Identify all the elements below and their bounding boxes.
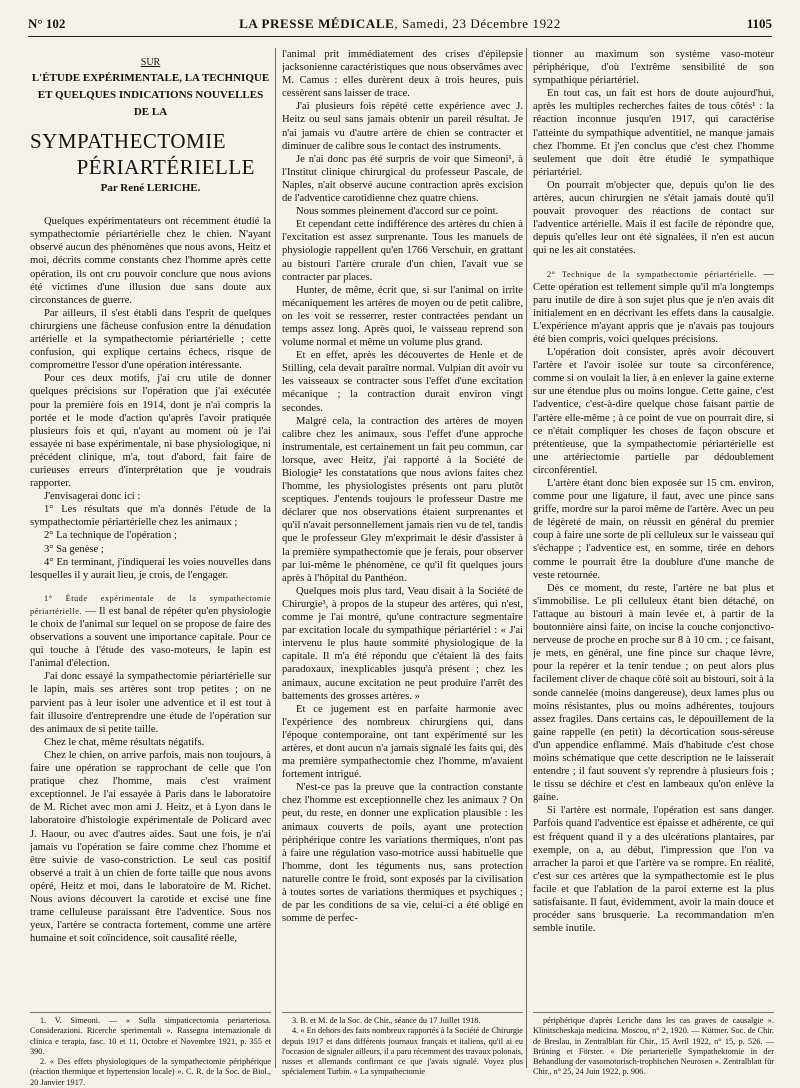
paragraph: Dès ce moment, du reste, l'artère ne bat plus et s'immobilise. Le pli celluleux étant bien détaché, on l'attaque au bistouri à main levée et, à partir de la boutonnière ainsi faite, on incise la couche conjonctivo-nerveuse de proche en proche sur 8 à 10 cm. ; ce faisant, je mets, en général, une fine pince sur chaque lèvre, pour la repérer et la tenir tendue ; on peut alors plus facilement cliver de chaque côté soit au bistouri, soit à la sonde cannelée (moins dangereuse), deux lames plus ou moins résistantes, plus ou moins adhérentes, toujours assez fragiles. Dans certains cas, le dépouillement de la gaine rappelle (en petit) la décortication sous-séreuse d'un appendice enflammé. Mais d'habitude c'est chose moins schématique que cette description ne le laisserait entendre ; il faut souvent s'y reprendre à plusieurs fois ; le tissu se déchire et c'est en lambeaux qu'on enlève la gaine. [533, 582, 774, 804]
subtitle-line: DE LA [133, 106, 168, 119]
paragraph: Si l'artère est normale, l'opération est sans danger. Parfois quand l'adventice est épaisse et adhérente, ce qui est fréquent quand il y a des ulcérations plantaires, par exemple, on a, au début, l'impression que l'on va arracher la paroi et que l'artère va se rompre. En réalité, c'est sur ces artères que la sympathectomie est le plus facile et que l'ablation de la paroi externe est la plus satisfaisante. Il faut, évidemment, avoir la main douce et procéder sans brusquerie. La recommandation m'en semble inutile. [533, 805, 774, 935]
paragraph: 3° Sa genèse ; [44, 543, 104, 555]
section-1 [30, 592, 271, 671]
title-sur: SUR [140, 57, 161, 68]
footnote: 1. V. Simeoni. — « Sulla simpaticectomia periarteriosa. Considerazioni. Ricerche sperimentali ». Rassegna internazionale di clinica e terapia, fasc. 10 et 11, Octobre et Novembre 1921, p. 355 et 390. [30, 1016, 271, 1056]
paragraph: L'opération doit consister, après avoir découvert l'artère et l'avoir isolée sur toute sa circonférence, comme si on voulait la lier, à en enlever la gaine externe sur une étendue plus ou moins longue. Cette gaine, c'est l'adventice, c'est-à-dire quelque chose faisant partie de l'artère elle-même ; à ce point de vue on pourrait dire, si ce n'était compliquer les choses de façon obscure et prétentieuse, que la sympathectomie périartérielle est une artériectomie partielle par dédoublement circonférentiel. [533, 347, 774, 476]
footnotes-column-3 [533, 1012, 774, 1078]
issue-date: , Samedi, 23 Décembre 1922 [394, 16, 561, 31]
footnote: 3. B. et M. de la Soc. de Chir., séance du 17 Juillet 1918. [292, 1016, 481, 1025]
paragraph: Nous sommes pleinement d'accord sur ce point. [296, 206, 499, 218]
text-column-3 [533, 48, 774, 1003]
paragraph: J'ai donc essayé la sympathectomie périartérielle sur le lapin, mais ses artères sont trop petites ; on ne parvient pas à leur isoler une adventice et il est tout à fait illusoire d'entreprendre une étude de l'opération sur des animaux de si petite taille. [30, 671, 271, 735]
section-2 [533, 268, 774, 347]
section-1-intro: — Il est banal de répéter qu'en physiologie le choix de l'animal sur lequel on se propose de faire des observations a souvent une importance capitale. Pour ce qui touche à l'étude des vaso-moteurs, le lapin est l'animal d'élection. [30, 605, 271, 670]
journal-masthead [28, 16, 772, 32]
paragraph: Et ce jugement est en parfaite harmonie avec l'expérience des nombreux chirurgiens qui, dans l'époque contemporaine, ont tant expérimenté sur les artères, et dont aucun n'a jamais signalé les faits qui, dès ma première sympathectomie chez l'homme, m'avaient fortement intrigué. [282, 703, 523, 781]
paragraph: Pour ces deux motifs, j'ai cru utile de donner quelques précisions sur l'opération que j'ai exécutée pour la première fois en 1914, dont je n'ai compris la portée et le mode d'action qu'après l'avoir pratiquée plusieurs fois et qui, n'ayant au moment où je l'ai essayée ni base expérimentale, ni base physiologique, ni précédent clinique, m'a, tout d'abord, fait faire de curieuses erreurs d'interprétation que je voudrais rapporter. [30, 373, 271, 490]
subtitle-line: ET QUELQUES INDICATIONS NOUVELLES [37, 89, 264, 102]
paragraph: Quelques mois plus tard, Veau disait à la Société de Chirurgie³, à propos de la stupeur des artères, qui n'est, comme je l'ai montré, qu'une contracture segmentaire par excitation locale du sympathique périartériel : « J'ai intervenu le plus haute sommité physiologique de la capitale. Il m'a été répondu que c'étaient là des faits paradoxaux, inexplicables jusqu'à présent ; chez les animaux, aucune excitation ne peut produire l'arrêt des battements des grosses artères. » [282, 585, 523, 702]
column-divider [275, 48, 276, 1068]
paragraph: tionner au maximum son système vaso-moteur périphérique, d'où l'extrême sensibilité de son sympathique périartériel. [533, 49, 774, 87]
paragraph: Malgré cela, la contraction des artères de moyen calibre chez les animaux, sous l'effet d'une approche instrumentale, est certainement un fait peu commun, car lorsque, avec Heitz, j'ai rapporté à la Société de Biologie² les constatations que nous avions faites chez l'homme, les physiologistes présents ont paru plutôt sceptiques. J'entends toujours le professeur Dastre me déclarer que nos observations étaient surprenantes et qu'il n'avait personnellement jamais rien vu de tel, tandis que le professeur Gley m'exprimait le désir d'assister à la première sympathectomie que je ferais, pour observer par lui-même le phénomène, ce qu'il fit quelques jours après à l'hôpital du Panthéon. [282, 415, 523, 584]
footnote: 4. « En dehors des faits nombreux rapportés à la Société de Chirurgie depuis 1917 et dans différents journaux français et italiens, qu'il ai eu l'occasion de signaler ailleurs, il a paru récemment des travaux polonais, russes et allemands confirmant ce que j'avais signalé. Voyez plus spécialement Turbin. « La sympathectomie [282, 1026, 523, 1077]
issue-number: N° 102 [28, 16, 66, 31]
subtitle-line: L'ÉTUDE EXPÉRIMENTALE, LA TECHNIQUE [31, 72, 270, 85]
paragraph: 2° La technique de l'opération ; [44, 530, 177, 542]
paragraph: Chez le chat, même résultats négatifs. [44, 736, 205, 748]
paragraph: 1° Les résultats que m'a donnés l'étude de la sympathectomie périartérielle chez les animaux ; [30, 504, 271, 529]
column-divider [526, 48, 527, 1068]
page-header [28, 6, 772, 37]
paragraph: J'envisagerai donc ici : [44, 491, 141, 503]
section-2-intro: — Cette opération est tellement simple qu'il m'a longtemps paru inutile de dire à son sujet plus que je n'en avais dit initialement en en décrivant les effets dans la causalgie. L'expérience m'ayant appris que je n'avais pas toujours été bien compris, voici quelques précisions. [533, 268, 774, 345]
paragraph: l'animal prit immédiatement des crises d'épilepsie jacksonienne caractéristiques que nous observâmes avec M. Camus : elles durèrent deux à trois heures, puis cessèrent sans laisser de trace. [282, 49, 523, 100]
paragraph: Et cependant cette indifférence des artères du chien à l'excitation est assez surprenante. Tous les manuels de physiologie rappellent qu'en 1766 Verschuir, en grattant au bistouri l'artère crurale d'un chien, l'avait vue se contracter par places. [282, 219, 523, 283]
paragraph: On pourrait m'objecter que, depuis qu'on lie des artères, aucun chirurgien ne s'était jamais douté qu'il pouvait provoquer des réactions de contact sur l'adventice artérielle. Mais il est facile de répondre que, depuis qu'elles leur ont été signalées, il n'en est aucun qui ne les ait constatées. [533, 179, 774, 257]
footnote: périphérique d'après Leriche dans les cas graves de causalgie ». Klinitscheskaja medicina. Moscou, n° 2, 1920. — Küttner. Soc. de Chir. de Breslau, in Zentralblatt für Chir., 15 Avril 1922, n° 15, p. 526. — Brüning et Förster. « Die periarterielle Sympathektomie in der Behandlung der vasomotorisch-trophischen Neurosen ». Zentralblatt für Chir., n° 25, 24 Juin 1922, p. 906. [533, 1016, 774, 1077]
paragraph: Chez le chien, on arrive parfois, mais non toujours, à faire une opération se rapprochant de celle que l'on pratique chez l'homme, mais c'est vraiment exceptionnel. Je l'ai essayée à Paris dans le laboratoire de M. Richet avec mon ami J. Heitz, et à Lyon dans le laboratoire d'histologie expérimentale de Policard avec J. Haour, ou avec d'autres aides. Saut une fois, je n'ai jamais vu l'opération se faire comme chez l'homme et être suivie de vaso-constriction. Le seul cas positif observé a trait à un chien de forte taille que nous avons opéré, Heitz et moi, dans le laboratoire de M. Richet. Nous avions découvert la carotide et excisé une fine trame celluleuse paraissant être l'adventice. Sous nos yeux, l'artère se contracta fortement, comme une artère humaine et soit coïncidence, soit causalité réelle, [30, 749, 271, 945]
paragraph: Je n'ai donc pas été surpris de voir que Simeoni¹, à l'Institut clinique chirurgical du professeur Pascale, de Naples, n'ait observé aucune contraction après excision de l'adventice carotidienne chez quatre chiens. [282, 153, 523, 205]
text-column-2 [282, 48, 523, 1003]
paragraph: 4° En terminant, j'indiquerai les voies nouvelles dans lesquelles il y aurait lieu, je crois, de l'engager. [30, 556, 271, 581]
article-title: SYMPATHECTOMIE [30, 129, 227, 154]
paragraph: L'artère étant donc bien exposée sur 15 cm. environ, comme pour une ligature, il faut, avec une pince sans griffe, mordre sur la paroi même de l'artère. Avec un peu de légèreté de main, on réussit en général du premier coup à faire une sorte de pli celluleux sur le vaisseau qui s'échappe ; l'adventice est, en somme, tirée en dehors comme le pourrait être la doublure d'une manche de veste retournée. [533, 478, 774, 581]
section-1-heading: 1° Étude expérimentale de la sympathectomie périartérielle. [30, 593, 271, 616]
journal-title: LA PRESSE MÉDICALE [239, 16, 395, 31]
footnotes-column-2 [282, 1012, 523, 1078]
article-title-2: PÉRIARTÉRIELLE [76, 155, 255, 180]
text-column-1 [30, 48, 271, 1003]
paragraph: Et en effet, après les découvertes de Henle et de Stilling, cela devait paraître normal. Vulpian dit avoir vu les vaisseaux se contracter sous l'effet d'une excitation mécanique ; la contraction durait environ vingt secondes. [282, 350, 523, 414]
paragraph: Par ailleurs, il s'est établi dans l'esprit de quelques chirurgiens une fâcheuse confusion entre la dénudation artérielle et la sympathectomie périartérielle ; cette confusion, qui explique certains échecs, risque de compromettre l'essor d'une opération intéressante. [30, 307, 271, 372]
paragraph: Quelques expérimentateurs ont récemment étudié la sympathectomie périartérielle chez le chien. N'ayant observé aucun des phénomènes que nous avons, Heitz et moi, décrits comme constants chez l'homme après cette opération, ils ont cru pouvoir conclure que nous avions été victimes d'une illusion due sans doute aux circonstances de guerre. [30, 216, 271, 306]
author-byline: Par René LERICHE. [100, 182, 201, 195]
page-number: 1105 [746, 16, 772, 31]
footnotes-column-1 [30, 1012, 271, 1088]
paragraph: J'ai plusieurs fois répété cette expérience avec J. Heitz ou seul sans jamais obtenir un pareil résultat. Je n'ai jamais vu d'autre artère de chien se contracter et diminuer de calibre sous le contact des instruments. [282, 101, 523, 152]
paragraph: Hunter, de même, écrit que, si sur l'animal on irrite mécaniquement les artères de moyen ou de petit calibre, on les voit se resserrer, rester contractées pendant un temps assez long. Après quoi, le vaisseau reprend son volume normal et même un volume plus grand. [282, 284, 523, 349]
paragraph: En tout cas, un fait est hors de doute aujourd'hui, après les multiples recherches faites de tous côtés¹ : la réaction inconnue jusqu'en 1917, qui caractérise l'atteinte du sympathique adventitiel, ne manque jamais chez l'homme. Et j'en conclus que c'est chez l'homme seulement que doit être étudié le sympathique périartériel. [533, 88, 774, 178]
section-2-heading: 2° Technique de la sympathectomie périartérielle. [547, 269, 757, 279]
paragraph: N'est-ce pas la preuve que la contraction constante chez l'homme est exceptionnelle chez les animaux ? On peut, du reste, en donner une explication plausible : les animaux couverts de poils, ayant une protection périphérique contre les variations thermiques, n'ont pas à faire une régulation vaso-motrice aussi habituelle que l'homme, dont les téguments nus, sans protection naturelle contre le froid, sont exposés par la civilisation à toutes sortes de variations thermiques et psychiques ; de par les conditions de sa vie, celui-ci a été obligé en somme de perfec- [282, 782, 523, 925]
footnote: 2. « Des effets physiologiques de la sympathectomie périphérique (réaction thermique et hypertension locale) ». C. R. de la Soc. de Biol., 20 Janvier 1917. [30, 1057, 271, 1087]
